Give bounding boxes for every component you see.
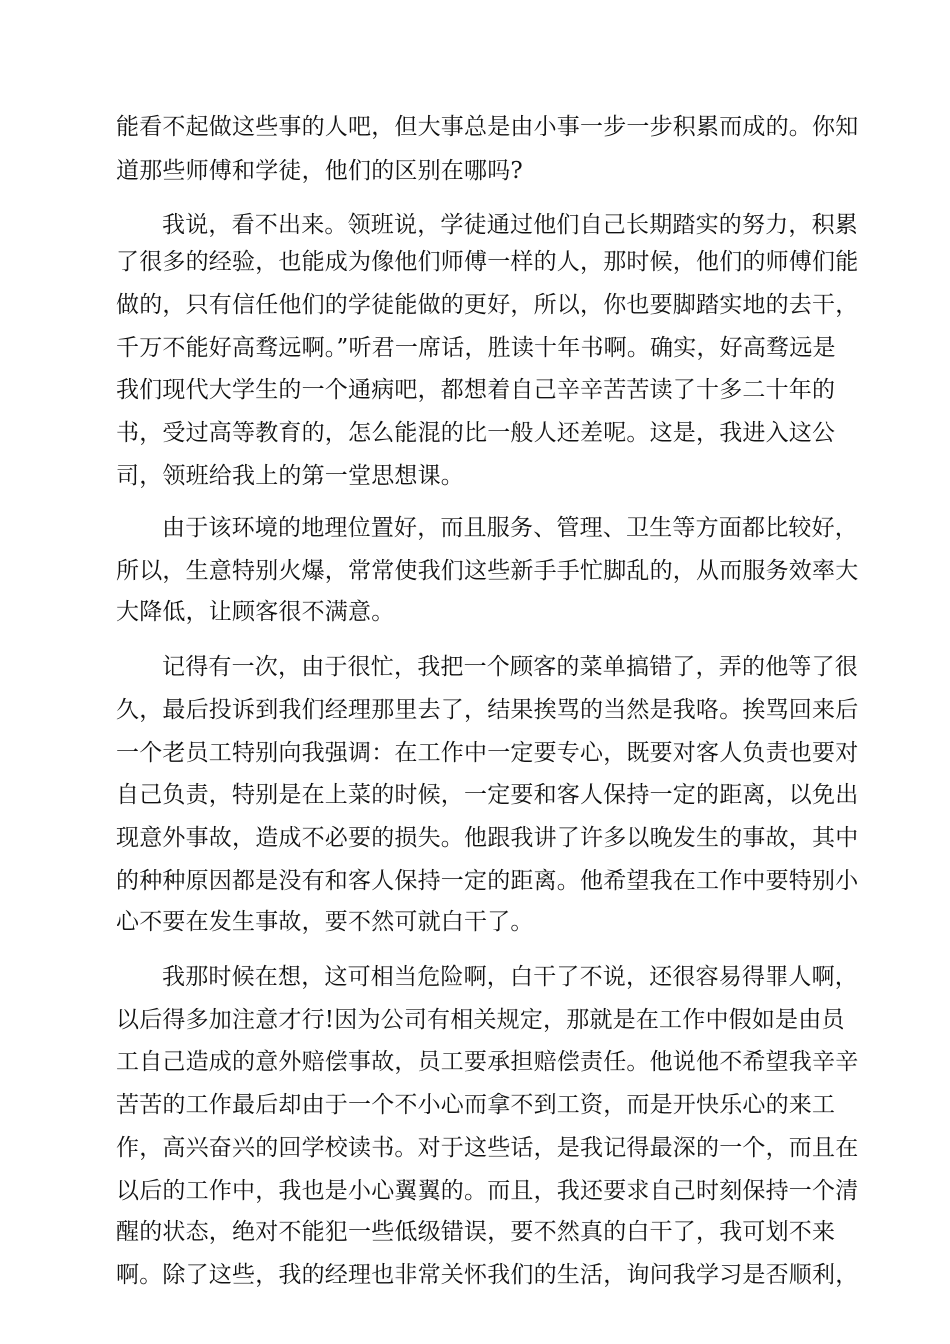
text-line: 千万不能好高骛远啊。”听君一席话，胜读十年书啊。确实，好高骛远是 [116, 335, 836, 361]
text-line: 自己负责，特别是在上菜的时候，一定要和客人保持一定的距离，以免出 [116, 782, 859, 808]
text-line: 一个老员工特别向我强调：在工作中一定要专心，既要对客人负责也要对 [116, 740, 859, 766]
text-line: 的种种原因都是没有和客人保持一定的距离。他希望我在工作中要特别小 [116, 868, 859, 894]
text-line: 所以，生意特别火爆，常常使我们这些新手手忙脚乱的，从而服务效率大 [116, 558, 859, 584]
text-line: 记得有一次，由于很忙，我把一个顾客的菜单搞错了，弄的他等了很 [162, 654, 858, 680]
text-line: 苦苦的工作最后却由于一个不小心而拿不到工资，而是开快乐心的来工 [116, 1092, 836, 1118]
text-line: 啊。除了这些，我的经理也非常关怀我们的生活，询问我学习是否顺利， [116, 1262, 859, 1288]
text-line: 了很多的经验，也能成为像他们师傅一样的人，那时候，他们的师傅们能 [116, 249, 859, 275]
text-line: 我们现代大学生的一个通病吧，都想着自己辛辛苦苦读了十多二十年的 [116, 377, 836, 403]
text-line: 书，受过高等教育的，怎么能混的比一般人还差呢。这是，我进入这公 [116, 420, 836, 446]
text-line: 久，最后投诉到我们经理那里去了，结果挨骂的当然是我咯。挨骂回来后 [116, 697, 859, 723]
text-line: 道那些师傅和学徒，他们的区别在哪吗? [116, 158, 523, 184]
text-line: 以后得多加注意才行!因为公司有相关规定，那就是在工作中假如是由员 [116, 1007, 845, 1033]
text-line: 我说，看不出来。领班说，学徒通过他们自己长期踏实的努力，积累 [162, 212, 858, 238]
text-line: 现意外事故，造成不必要的损失。他跟我讲了许多以晚发生的事故，其中 [116, 825, 859, 851]
text-line: 以后的工作中，我也是小心翼翼的。而且，我还要求自己时刻保持一个清 [116, 1178, 859, 1204]
text-line: 心不要在发生事故，要不然可就白干了。 [116, 909, 534, 935]
text-line: 做的，只有信任他们的学徒能做的更好，所以，你也要脚踏实地的去干， [116, 292, 859, 318]
text-line: 大降低，让顾客很不满意。 [116, 599, 395, 625]
text-line: 醒的状态，绝对不能犯一些低级错误，要不然真的白干了，我可划不来 [116, 1219, 836, 1245]
text-line: 能看不起做这些事的人吧，但大事总是由小事一步一步积累而成的。你知 [116, 114, 859, 140]
text-line: 我那时候在想，这可相当危险啊，白干了不说，还很容易得罪人啊， [162, 964, 858, 990]
text-line: 作，高兴奋兴的回学校读书。对于这些话，是我记得最深的一个，而且在 [116, 1135, 859, 1161]
text-line: 司，领班给我上的第一堂思想课。 [116, 463, 464, 489]
text-line: 由于该环境的地理位置好，而且服务、管理、卫生等方面都比较好， [162, 515, 858, 541]
text-line: 工自己造成的意外赔偿事故，员工要承担赔偿责任。他说他不希望我辛辛 [116, 1049, 859, 1075]
